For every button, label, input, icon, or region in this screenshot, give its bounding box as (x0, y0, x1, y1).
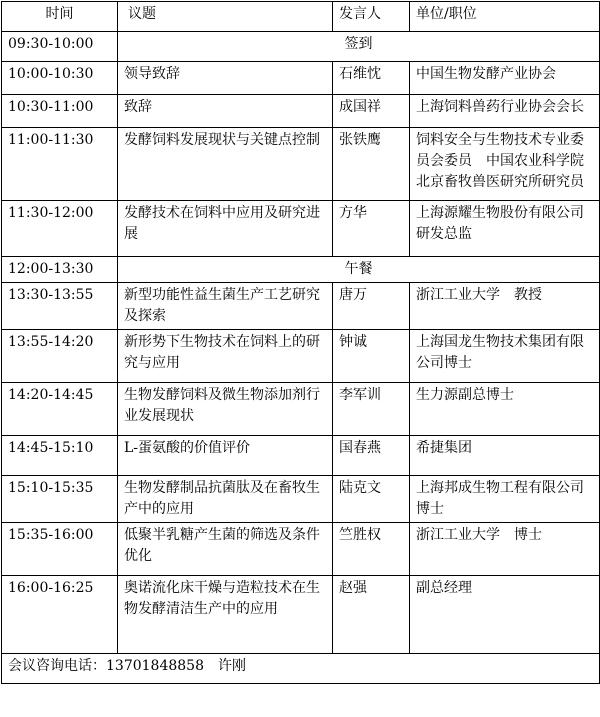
org-cell: 上海国龙生物技术集团有限公司博士 (410, 330, 600, 383)
org-cell: 生力源副总博士 (410, 383, 600, 436)
table-row (2, 201, 600, 257)
time-cell: 15:35-16:00 (2, 523, 118, 576)
header-topic: 议题 (118, 2, 333, 32)
org-cell: 上海源耀生物股份有限公司研发总监 (410, 201, 600, 257)
org-cell: 饲料安全与生物技术专业委员会委员 中国农业科学院北京畜牧兽医研究所研究员 (410, 128, 600, 201)
time-cell: 10:30-11:00 (2, 95, 118, 128)
table-row (2, 436, 600, 476)
speaker-cell: 石维忱 (333, 62, 410, 95)
table-row (2, 330, 600, 383)
topic-cell: 新形势下生物技术在饲料上的研究与应用 (118, 330, 333, 383)
table-row (2, 476, 600, 523)
topic-cell: 发酵技术在饲料中应用及研究进展 (118, 201, 333, 257)
speaker-cell: 赵强 (333, 576, 410, 654)
speaker-cell: 唐万 (333, 283, 410, 330)
table-row (2, 62, 600, 95)
header-row (2, 2, 600, 32)
header-speaker: 发言人 (333, 2, 410, 32)
speaker-cell: 张铁鹰 (333, 128, 410, 201)
org-cell: 副总经理 (410, 576, 600, 654)
speaker-cell: 成国祥 (333, 95, 410, 128)
speaker-cell: 国春燕 (333, 436, 410, 476)
time-cell: 15:10-15:35 (2, 476, 118, 523)
time-cell: 13:30-13:55 (2, 283, 118, 330)
time-cell: 16:00-16:25 (2, 576, 118, 654)
table-row (2, 283, 600, 330)
topic-cell: 新型功能性益生菌生产工艺研究及探索 (118, 283, 333, 330)
table-row (2, 257, 600, 283)
speaker-cell: 李军训 (333, 383, 410, 436)
header-org: 单位/职位 (410, 2, 600, 32)
contact-info: 会议咨询电话：13701848858 许刚 (2, 654, 600, 684)
footer-row (2, 654, 600, 684)
speaker-cell: 方华 (333, 201, 410, 257)
table-row (2, 576, 600, 654)
table-row (2, 523, 600, 576)
table-row (2, 32, 600, 62)
org-cell: 上海邦成生物工程有限公司博士 (410, 476, 600, 523)
speaker-cell: 竺胜权 (333, 523, 410, 576)
topic-cell: 发酵饲料发展现状与关键点控制 (118, 128, 333, 201)
table-row (2, 383, 600, 436)
time-cell: 13:55-14:20 (2, 330, 118, 383)
agenda-table (1, 1, 600, 684)
time-cell: 12:00-13:30 (2, 257, 118, 283)
org-cell: 中国生物发酵产业协会 (410, 62, 600, 95)
topic-cell: L-蛋氨酸的价值评价 (118, 436, 333, 476)
org-cell: 希捷集团 (410, 436, 600, 476)
break-cell: 签到 (118, 32, 600, 62)
table-row (2, 95, 600, 128)
time-cell: 11:30-12:00 (2, 201, 118, 257)
topic-cell: 低聚半乳糖产生菌的筛选及条件优化 (118, 523, 333, 576)
table-row (2, 128, 600, 201)
topic-cell: 领导致辞 (118, 62, 333, 95)
topic-cell: 奥诺流化床干燥与造粒技术在生物发酵清洁生产中的应用 (118, 576, 333, 654)
org-cell: 上海饲料兽药行业协会会长 (410, 95, 600, 128)
topic-cell: 生物发酵饲料及微生物添加剂行业发展现状 (118, 383, 333, 436)
topic-cell: 致辞 (118, 95, 333, 128)
break-cell: 午餐 (118, 257, 600, 283)
time-cell: 09:30-10:00 (2, 32, 118, 62)
org-cell: 浙江工业大学 教授 (410, 283, 600, 330)
time-cell: 10:00-10:30 (2, 62, 118, 95)
header-time: 时间 (2, 2, 118, 32)
time-cell: 14:20-14:45 (2, 383, 118, 436)
time-cell: 14:45-15:10 (2, 436, 118, 476)
speaker-cell: 陆克文 (333, 476, 410, 523)
agenda-body (2, 2, 600, 684)
speaker-cell: 钟诚 (333, 330, 410, 383)
org-cell: 浙江工业大学 博士 (410, 523, 600, 576)
topic-cell: 生物发酵制品抗菌肽及在畜牧生产中的应用 (118, 476, 333, 523)
time-cell: 11:00-11:30 (2, 128, 118, 201)
